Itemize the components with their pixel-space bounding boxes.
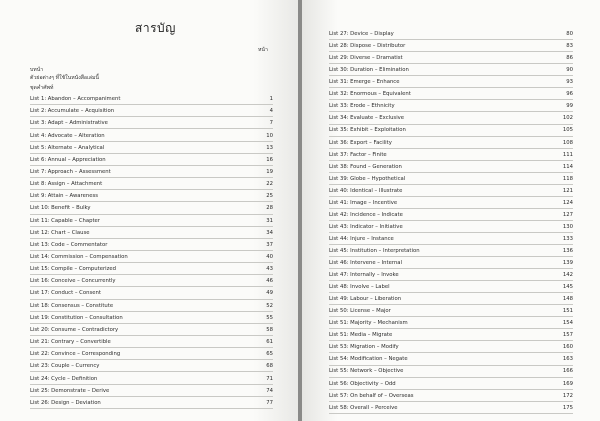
toc-entry-label: List 29: Diverse – Dramatist	[329, 55, 403, 62]
toc-entry-label: List 38: Found – Generation	[329, 163, 402, 170]
toc-entry-label: List 35: Exhibit – Exploitation	[329, 127, 406, 134]
toc-entry-page: 172	[562, 392, 573, 399]
toc-entry	[30, 154, 273, 166]
toc-entry-page: 25	[266, 193, 273, 200]
toc-entry-label: List 25: Demonstrate – Derive	[30, 387, 110, 394]
toc-entry-label: List 5: Alternate – Analytical	[30, 144, 105, 151]
toc-entry-label: List 16: Conceive – Concurrently	[30, 278, 116, 285]
toc-entry-page: 37	[266, 241, 273, 248]
toc-entry	[30, 397, 273, 409]
toc-entry	[329, 209, 573, 221]
toc-entry-label: List 50: License – Major	[329, 308, 391, 315]
toc-entry-page: 148	[562, 296, 573, 303]
toc-entry-page: 105	[562, 127, 573, 134]
toc-entry-label: List 24: Cycle – Definition	[30, 375, 98, 382]
toc-entry	[329, 269, 573, 281]
toc-entry-page: 130	[562, 223, 573, 230]
toc-entry	[329, 257, 573, 269]
toc-entry-page: 121	[562, 187, 573, 194]
toc-entry-label: List 8: Assign – Attachment	[30, 181, 103, 188]
toc-entry	[329, 88, 573, 100]
toc-entry-label: List 53: Migration – Modify	[329, 344, 399, 351]
toc-entry-label: List 21: Contrary – Convertible	[30, 339, 111, 346]
toc-entry	[30, 348, 273, 360]
toc-entry-label: List 34: Evaluate – Exclusive	[329, 115, 405, 122]
toc-entry-label: List 33: Erode – Ethnicity	[329, 103, 395, 110]
toc-entry	[30, 202, 273, 214]
toc-entry	[329, 28, 573, 40]
front-matter-abbreviations: ตัวย่อต่างๆ ที่ใช้ในหนังสือเล่มนี้	[30, 75, 99, 81]
toc-entry-page: 28	[266, 205, 273, 212]
toc-entry-label: List 51: Majority – Mechanism	[329, 320, 408, 327]
toc-entry-page: 108	[562, 139, 573, 146]
toc-entry	[329, 185, 573, 197]
toc-entry-label: List 2: Accumulate – Acquisition	[30, 108, 115, 115]
toc-entry-label: List 23: Couple – Currency	[30, 363, 100, 370]
toc-entry-page: 74	[266, 387, 273, 394]
toc-entry	[329, 329, 573, 341]
toc-entry-label: List 6: Annual – Appreciation	[30, 156, 106, 163]
toc-entry-label: List 14: Commission – Compensation	[30, 254, 128, 261]
toc-entry	[329, 293, 573, 305]
toc-entry-label: List 10: Benefit – Bulky	[30, 205, 91, 212]
toc-entry	[329, 76, 573, 88]
toc-entry	[30, 287, 273, 299]
toc-entry-label: List 57: On behalf of – Overseas	[329, 392, 414, 399]
toc-entry	[329, 161, 573, 173]
toc-entry-label: List 30: Duration – Elimination	[329, 67, 409, 74]
toc-entry-page: 34	[266, 229, 273, 236]
toc-entry-page: 96	[566, 91, 573, 98]
toc-entry-label: List 58: Overall – Perceive	[329, 404, 398, 411]
page-column-header: หน้า	[258, 47, 268, 53]
toc-entry-page: 16	[266, 156, 273, 163]
toc-entry-page: 163	[562, 356, 573, 363]
toc-entry-label: List 12: Chart – Clause	[30, 229, 90, 236]
toc-entry	[30, 251, 273, 263]
toc-entry	[30, 166, 273, 178]
toc-entry-page: 55	[266, 314, 273, 321]
toc-entry	[329, 281, 573, 293]
toc-entry	[30, 312, 273, 324]
toc-entry-label: List 28: Dispose – Distributor	[329, 43, 406, 50]
toc-entry	[30, 336, 273, 348]
toc-entry	[30, 117, 273, 129]
toc-entry-page: 154	[562, 320, 573, 327]
toc-entry-page: 124	[562, 199, 573, 206]
toc-entry	[329, 402, 573, 414]
front-matter-wordsets: ชุดคำศัพท์	[30, 85, 54, 91]
toc-entry-page: 68	[266, 363, 273, 370]
toc-entry-page: 43	[266, 266, 273, 273]
toc-entry-page: 133	[562, 235, 573, 242]
toc-entry-label: List 31: Emerge – Enhance	[329, 79, 400, 86]
toc-entry	[329, 353, 573, 365]
toc-entry	[329, 197, 573, 209]
toc-entry-page: 80	[566, 31, 573, 38]
toc-entry-page: 40	[266, 254, 273, 261]
toc-entry-page: 19	[266, 168, 273, 175]
toc-entry	[329, 112, 573, 124]
toc-entry	[329, 305, 573, 317]
toc-entry-page: 142	[562, 272, 573, 279]
toc-entry	[30, 239, 273, 251]
toc-entry	[329, 136, 573, 148]
toc-entry-label: List 26: Design – Deviation	[30, 399, 101, 406]
toc-entry	[30, 300, 273, 312]
toc-entry-page: 61	[266, 339, 273, 346]
toc-entry-page: 49	[266, 290, 273, 297]
toc-entry-label: List 48: Involve – Label	[329, 284, 390, 291]
toc-entry-page: 31	[266, 217, 273, 224]
toc-entry-label: List 1: Abandon – Accompaniment	[30, 96, 121, 103]
toc-entry-page: 145	[562, 284, 573, 291]
toc-entry	[30, 275, 273, 287]
toc-entry	[30, 324, 273, 336]
toc-entry	[30, 190, 273, 202]
toc-entry-page: 86	[566, 55, 573, 62]
toc-entry-label: List 54: Modification – Negate	[329, 356, 408, 363]
toc-entry-label: List 17: Conduct – Consent	[30, 290, 101, 297]
toc-entry-page: 111	[562, 151, 573, 158]
toc-entry-page: 175	[562, 404, 573, 411]
toc-entry-label: List 27: Device – Display	[329, 31, 394, 38]
toc-entry-label: List 55: Network – Objective	[329, 368, 404, 375]
toc-entry-label: List 41: Image – Incentive	[329, 199, 398, 206]
toc-entry-label: List 44: Injure – Instance	[329, 235, 394, 242]
toc-entry-label: List 4: Advocate – Alteration	[30, 132, 105, 139]
toc-entry-label: List 43: Indicator – Initiative	[329, 223, 403, 230]
toc-entry-page: 114	[562, 163, 573, 170]
toc-entry-page: 65	[266, 351, 273, 358]
toc-entry	[329, 100, 573, 112]
toc-entry-label: List 3: Adapt – Administrative	[30, 120, 108, 127]
toc-entry-label: List 32: Enormous – Equivalent	[329, 91, 411, 98]
toc-entry-label: List 37: Factor – Finite	[329, 151, 387, 158]
toc-entry-page: 77	[266, 399, 273, 406]
toc-entry-page: 1	[269, 96, 273, 103]
toc-entry-page: 139	[562, 260, 573, 267]
toc-title: สารบัญ	[135, 21, 176, 35]
toc-entry	[30, 372, 273, 384]
toc-entry	[329, 221, 573, 233]
toc-entry-label: List 39: Globe – Hypothetical	[329, 175, 406, 182]
toc-entry-label: List 51: Media – Migrate	[329, 332, 393, 339]
toc-entry-label: List 42: Incidence – Indicate	[329, 211, 403, 218]
toc-entry-page: 7	[269, 120, 273, 127]
toc-entry	[30, 142, 273, 154]
toc-entry	[30, 178, 273, 190]
toc-entry-page: 71	[266, 375, 273, 382]
toc-entry-page: 22	[266, 181, 273, 188]
toc-entry-page: 102	[562, 115, 573, 122]
toc-entry-label: List 45: Institution – Interpretation	[329, 247, 420, 254]
toc-entry-label: List 15: Compile – Computerized	[30, 266, 117, 273]
toc-entry-page: 93	[566, 79, 573, 86]
toc-entry	[329, 124, 573, 136]
toc-entry-label: List 9: Attain – Awareness	[30, 193, 98, 200]
toc-entry	[30, 227, 273, 239]
toc-entry-page: 83	[566, 43, 573, 50]
toc-entry	[329, 173, 573, 185]
toc-entry	[329, 52, 573, 64]
toc-entry	[30, 263, 273, 275]
toc-entry-label: List 18: Consensus – Constitute	[30, 302, 114, 309]
toc-entry-page: 118	[562, 175, 573, 182]
toc-entry-page: 160	[562, 344, 573, 351]
toc-entry-page: 46	[266, 278, 273, 285]
toc-entry-page: 13	[266, 144, 273, 151]
toc-entry	[329, 64, 573, 76]
toc-entry	[329, 365, 573, 377]
toc-entry	[30, 93, 273, 105]
toc-entry-label: List 11: Capable – Chapter	[30, 217, 100, 224]
toc-entry-page: 10	[266, 132, 273, 139]
toc-entry-label: List 46: Intervene – Internal	[329, 260, 403, 267]
toc-entry	[329, 40, 573, 52]
toc-entry	[329, 341, 573, 353]
toc-entry	[329, 149, 573, 161]
toc-entry-page: 99	[566, 103, 573, 110]
toc-entry-label: List 20: Consume – Contradictory	[30, 326, 119, 333]
toc-entry	[329, 245, 573, 257]
toc-entry-page: 4	[269, 108, 273, 115]
toc-entry-page: 58	[266, 326, 273, 333]
toc-entry	[329, 377, 573, 389]
toc-entry-page: 169	[562, 380, 573, 387]
toc-entry-page: 52	[266, 302, 273, 309]
toc-entry-page: 127	[562, 211, 573, 218]
toc-entry-label: List 36: Export – Facility	[329, 139, 392, 146]
toc-entry	[329, 317, 573, 329]
toc-entry-label: List 22: Convince – Corresponding	[30, 351, 121, 358]
toc-entry-label: List 56: Objectivity – Odd	[329, 380, 396, 387]
toc-entry-page: 136	[562, 247, 573, 254]
toc-entry-page: 151	[562, 308, 573, 315]
toc-entry	[30, 215, 273, 227]
toc-entry	[30, 129, 273, 141]
toc-entry	[30, 360, 273, 372]
toc-entry	[30, 385, 273, 397]
front-matter-intro: บทนำ	[30, 67, 44, 73]
toc-entry-label: List 19: Constitution – Consultation	[30, 314, 123, 321]
toc-entry-page: 166	[562, 368, 573, 375]
toc-entry	[30, 105, 273, 117]
toc-entry	[329, 390, 573, 402]
toc-entry-label: List 49: Labour – Liberation	[329, 296, 402, 303]
toc-entry-label: List 7: Approach – Assessment	[30, 168, 111, 175]
toc-entry-page: 90	[566, 67, 573, 74]
toc-entry-page: 157	[562, 332, 573, 339]
toc-entry-label: List 40: Identical – Illustrate	[329, 187, 403, 194]
toc-entry	[329, 233, 573, 245]
toc-entry-label: List 13: Code – Commentator	[30, 241, 108, 248]
toc-entry-label: List 47: Internally – Invoke	[329, 272, 399, 279]
